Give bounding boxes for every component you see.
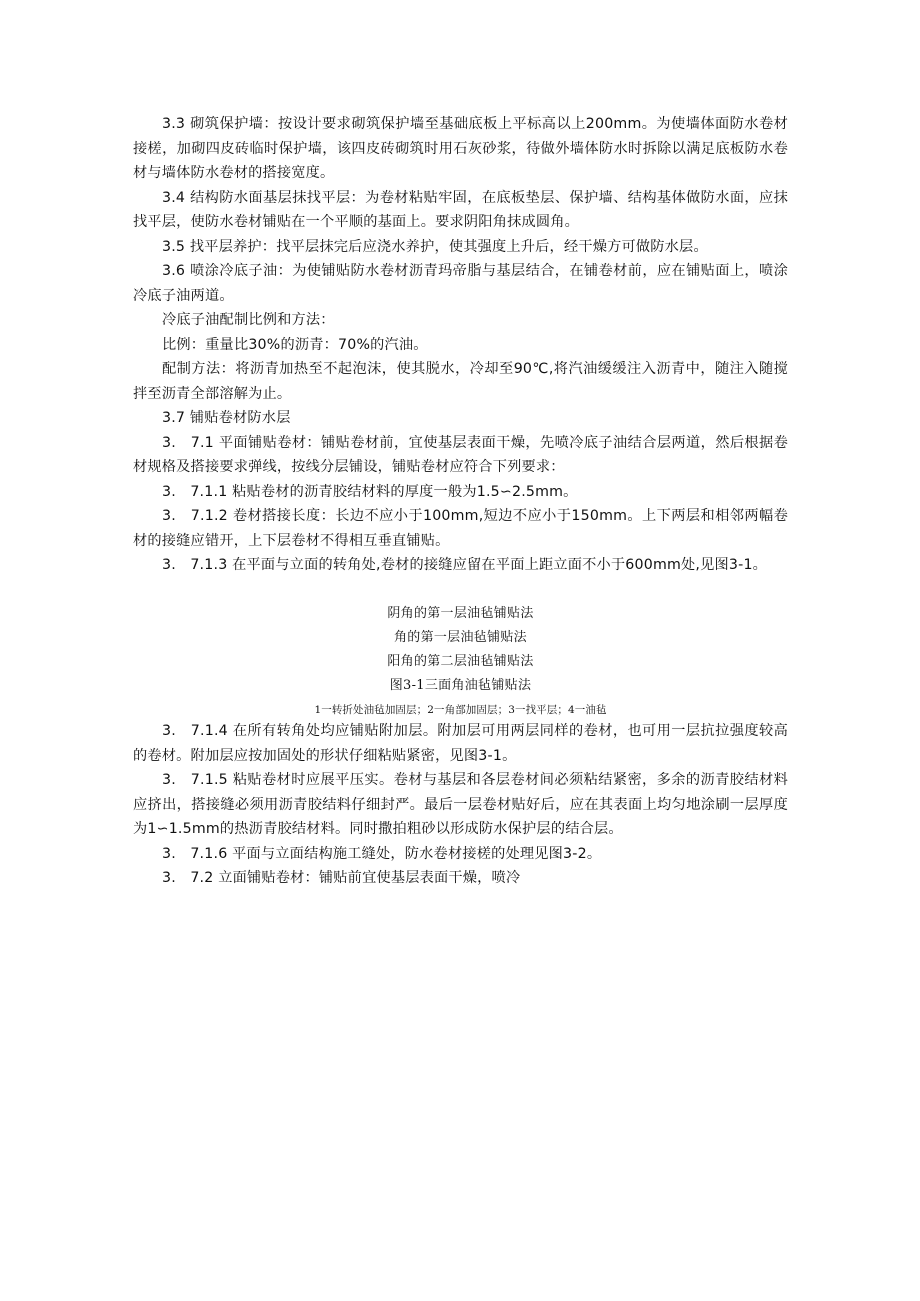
paragraph-primer-heading: 冷底子油配制比例和方法：	[162, 312, 335, 328]
figure-line: 角的第一层油毡铺贴法	[393, 629, 527, 645]
paragraph-3-7-1-3: 3. 7.1.3 在平面与立面的转角处,卷材的接缝应留在平面上距立面不小于600mm处,见图3-1。	[162, 557, 768, 573]
figure-title: 图3-1三面角油毡铺贴法	[389, 678, 532, 694]
paragraph-3-6: 3.6 喷涂冷底子油：为使铺贴防水卷材沥青玛帝脂与基层结合，在铺卷材前，应在铺贴面上，喷涂冷底子油两道。	[133, 263, 788, 304]
document-body	[133, 112, 788, 891]
paragraph-3-7-1-5: 3. 7.1.5 粘贴卷材时应展平压实。卷材与基层和各层卷材间必须粘结紧密，多余的沥青胶结材料应挤出，搭接缝必须用沥青胶结料仔细封严。最后一层卷材贴好后，应在其表面上均匀地涂刷一层厚度为1∽1.5mm的热沥青胶结材料。同时撒拍粗砂以形成防水保护层的结合层。	[133, 772, 788, 838]
paragraph-3-7-1-2: 3. 7.1.2 卷材搭接长度：长边不应小于100mm,短边不应小于150mm。上下两层和相邻两幅卷材的接缝应错开，上下层卷材不得相互垂直铺贴。	[133, 508, 788, 549]
paragraph-3-7: 3.7 铺贴卷材防水层	[162, 410, 291, 426]
paragraph-3-3: 3.3 砌筑保护墙：按设计要求砌筑保护墙至基础底板上平标高以上200mm。为使墙体面防水卷材接槎，加砌四皮砖临时保护墙，该四皮砖砌筑时用石灰砂浆，待做外墙体防水时拆除以满足底板防水卷材与墙体防水卷材的搭接宽度。	[133, 116, 788, 181]
figure-line: 阳角的第二层油毡铺贴法	[387, 653, 534, 669]
paragraph-primer-method: 配制方法：将沥青加热至不起泡沫，使其脱水，冷却至90℃,将汽油缓缓注入沥青中，随注入随搅拌至沥青全部溶解为止。	[133, 361, 788, 402]
figure-3-1	[133, 602, 788, 720]
paragraph-3-7-1-1: 3. 7.1.1 粘贴卷材的沥青胶结材料的厚度一般为1.5∽2.5mm。	[162, 483, 578, 500]
figure-line: 阴角的第一层油毡铺贴法	[387, 605, 534, 621]
paragraph-3-7-2: 3. 7.2 立面铺贴卷材：铺贴前宜使基层表面干燥，喷冷	[162, 870, 521, 887]
paragraph-3-7-1: 3. 7.1 平面铺贴卷材：铺贴卷材前，宜使基层表面干燥，先喷冷底子油结合层两道，然后根据卷材规格及搭接要求弹线，按线分层铺设，铺贴卷材应符合下列要求：	[133, 434, 788, 475]
paragraph-3-5: 3.5 找平层养护：找平层抹完后应浇水养护，使其强度上升后，经干燥方可做防水层。	[162, 238, 708, 255]
paragraph-3-7-1-4: 3. 7.1.4 在所有转角处均应铺贴附加层。附加层可用两层同样的卷材，也可用一层抗拉强度较高的卷材。附加层应按加固处的形状仔细粘贴紧密，见图3-1。	[133, 723, 788, 764]
paragraph-3-4: 3.4 结构防水面基层抹找平层：为卷材粘贴牢固，在底板垫层、保护墙、结构基体做防水面，应抹找平层，使防水卷材铺贴在一个平顺的基面上。要求阴阳角抹成圆角。	[133, 189, 788, 230]
paragraph-primer-ratio: 比例：重量比30%的沥青：70%的汽油。	[162, 336, 428, 353]
paragraph-3-7-1-6: 3. 7.1.6 平面与立面结构施工缝处，防水卷材接槎的处理见图3-2。	[162, 845, 602, 862]
figure-legend: 1一转折处油毡加固层；2一角部加固层；3一找平层；4一油毡	[314, 704, 607, 717]
